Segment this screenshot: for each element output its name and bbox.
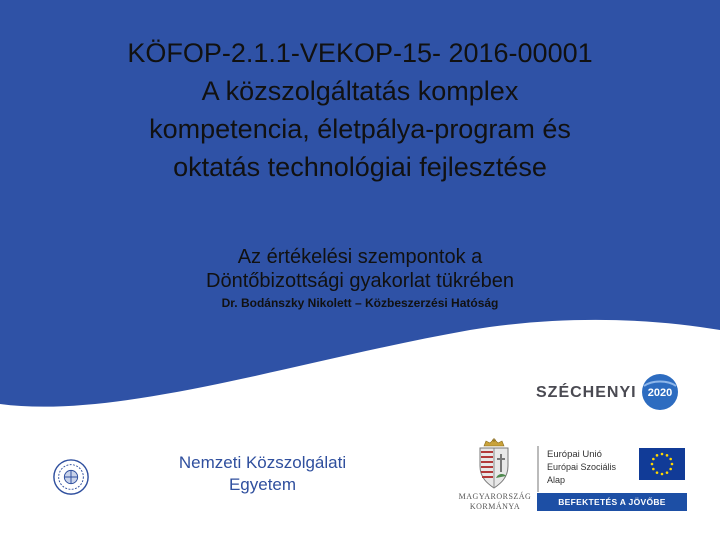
eu-logo-line: Európai Szociális	[547, 462, 617, 472]
eu-star	[652, 458, 655, 461]
slide-title	[60, 34, 660, 186]
eu-star	[661, 473, 664, 476]
hungarian-crest-icon	[472, 438, 516, 490]
government-logo-line: MAGYARORSZÁG	[458, 492, 532, 501]
eu-star	[661, 453, 664, 456]
government-logo-line: KORMÁNYA	[469, 502, 521, 511]
government-logo-text	[455, 492, 535, 512]
title-line: KÖFOP-2.1.1-VEKOP-15- 2016-00001	[127, 38, 593, 68]
eu-star	[656, 471, 659, 474]
eu-logo-line: Alap	[547, 475, 566, 485]
slide-subtitle	[110, 245, 610, 293]
eu-star	[669, 458, 672, 461]
eu-star	[656, 454, 659, 457]
title-line: kompetencia, életpálya-program és	[149, 114, 571, 144]
szechenyi-logo-text: SZÉCHENYI	[536, 384, 637, 401]
eu-star	[669, 468, 672, 471]
eu-flag-icon	[639, 448, 685, 480]
university-name-line: Egyetem	[228, 475, 297, 494]
eu-star	[652, 468, 655, 471]
subtitle-line: Döntőbizottsági gyakorlat tükrében	[206, 270, 514, 292]
university-seal-icon	[52, 458, 90, 496]
eu-star	[666, 454, 669, 457]
university-name	[140, 452, 385, 496]
author-line: Dr. Bodánszky Nikolett – Közbeszerzési Hatóság	[221, 296, 499, 310]
eu-logo-text	[547, 448, 616, 487]
eu-logo-block	[537, 446, 689, 492]
eu-banner: BEFEKTETÉS A JÖVŐBE	[537, 493, 687, 511]
eu-star	[651, 463, 654, 466]
subtitle-line: Az értékelési szempontok a	[237, 246, 483, 268]
eu-star	[671, 463, 674, 466]
title-line: A közszolgáltatás komplex	[201, 76, 519, 106]
university-name-line: Nemzeti Közszolgálati	[178, 453, 347, 472]
title-line: oktatás technológiai fejlesztése	[173, 152, 547, 182]
year-label: 2020	[647, 387, 673, 399]
eu-logo-line: Európai Unió	[547, 449, 602, 460]
szechenyi-2020-badge	[640, 372, 680, 412]
eu-star	[666, 471, 669, 474]
